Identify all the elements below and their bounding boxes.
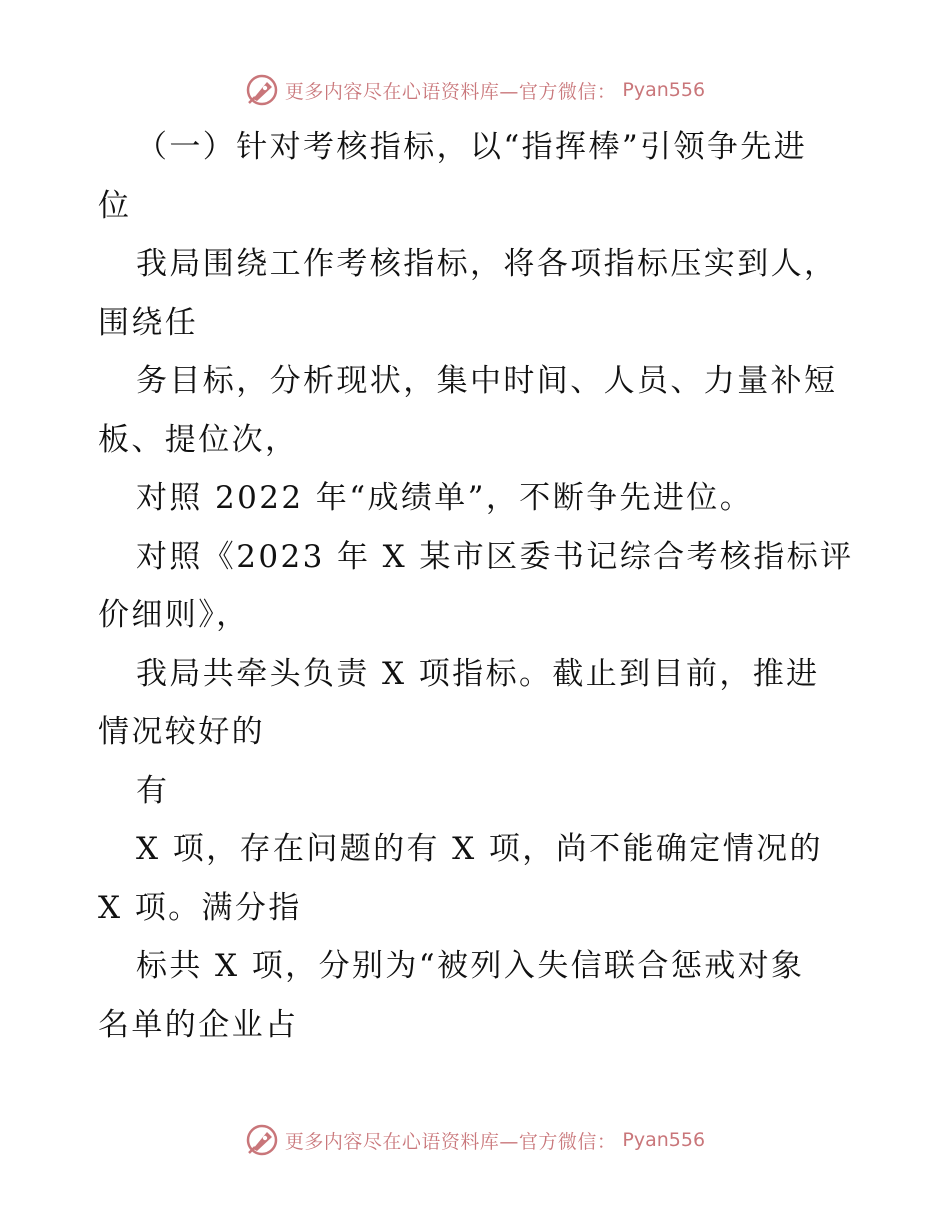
text-line: 对照 2022 年“成绩单”，不断争先进位。 bbox=[136, 480, 754, 516]
document-body bbox=[98, 118, 858, 1054]
text-line: 我局围绕工作考核指标，将各项指标压实到人， bbox=[136, 246, 838, 282]
text-line: 情况较好的 bbox=[98, 714, 265, 750]
watermark-text: 更多内容尽在心语资料库—官方微信： bbox=[284, 80, 617, 103]
text-line: 价细则》， bbox=[98, 597, 250, 633]
text-line: 我局共牵头负责 X 项指标。截止到目前，推进 bbox=[136, 655, 820, 692]
watermark-wechat-id: Pyan556 bbox=[622, 1129, 706, 1151]
text-line: X 项。满分指 bbox=[98, 889, 302, 926]
text-line: 标共 X 项，分别为“被列入失信联合惩戒对象 bbox=[136, 948, 805, 984]
text-line: X 项，存在问题的有 X 项，尚不能确定情况的 bbox=[136, 831, 823, 867]
footer-watermark bbox=[0, 1120, 950, 1160]
pen-nib-logo-icon bbox=[245, 1123, 279, 1157]
text-line: 围绕任 bbox=[98, 304, 199, 341]
watermark-wechat-id: Pyan556 bbox=[622, 79, 706, 101]
text-line: 板、提位次， bbox=[98, 421, 299, 458]
header-watermark bbox=[0, 70, 950, 110]
text-line: （一）针对考核指标，以“指挥棒”引领争先进 bbox=[136, 129, 808, 165]
pen-nib-logo-icon bbox=[245, 73, 279, 107]
text-line: 名单的企业占 bbox=[98, 1006, 299, 1043]
text-line: 位 bbox=[98, 187, 132, 224]
text-line: 务目标，分析现状，集中时间、人员、力量补短 bbox=[136, 363, 838, 399]
text-line: 对照《2023 年 X 某市区委书记综合考核指标评 bbox=[136, 538, 854, 575]
text-line: 有 bbox=[136, 772, 170, 809]
watermark-text: 更多内容尽在心语资料库—官方微信： bbox=[284, 1130, 617, 1153]
